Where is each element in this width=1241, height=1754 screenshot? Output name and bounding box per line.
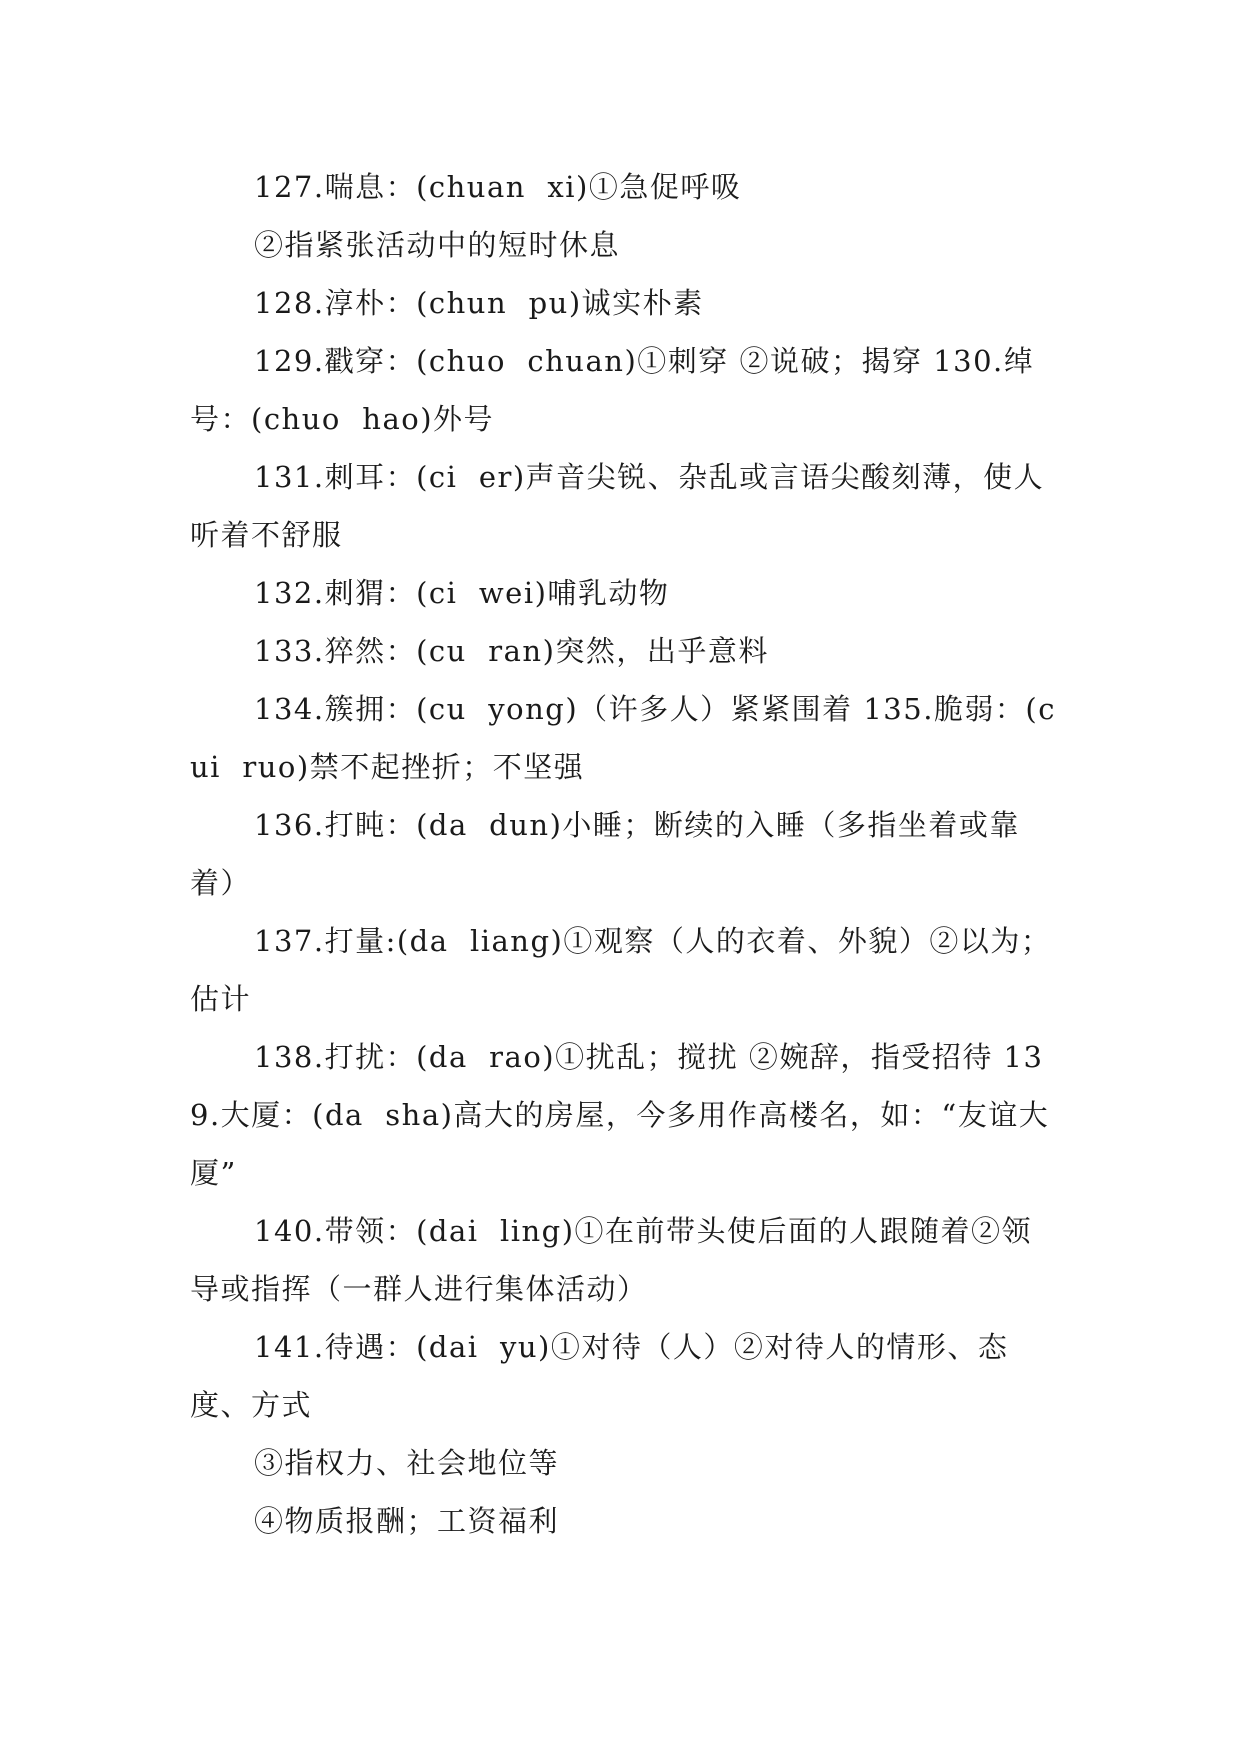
entry-140: 140.带领：(dai ling)①在前带头使后面的人跟随着②领导或指挥（一群人进行集体活动）	[190, 1214, 1033, 1306]
entry-137: 137.打量:(da liang)①观察（人的衣着、外貌）②以为；估计	[190, 924, 1052, 1016]
entry-129-130: 129.戳穿：(chuo chuan)①刺穿 ②说破；揭穿 130.绰号：(chuo hao)外号	[190, 344, 1035, 436]
entry-133: 133.猝然：(cu ran)突然，出乎意料	[254, 634, 769, 668]
entry-138-139: 138.打扰：(da rao)①扰乱；搅扰 ②婉辞，指受招待 139.大厦：(da sha)高大的房屋，今多用作高楼名，如：“友谊大厦”	[190, 1040, 1050, 1190]
entry-127-sense-2: ②指紧张活动中的短时休息	[254, 228, 621, 262]
entry-127: 127.喘息：(chuan xi)①急促呼吸	[254, 170, 742, 204]
document-body	[190, 158, 1060, 1550]
entry-131: 131.刺耳：(ci er)声音尖锐、杂乱或言语尖酸刻薄，使人听着不舒服	[190, 460, 1045, 552]
entry-136: 136.打盹：(da dun)小睡；断续的入睡（多指坐着或靠着）	[190, 808, 1020, 900]
entry-134-135: 134.簇拥：(cu yong)（许多人）紧紧围着 135.脆弱：(cui ruo)禁不起挫折；不坚强	[190, 692, 1056, 784]
entry-141-sense-3: ③指权力、社会地位等	[254, 1446, 560, 1480]
entry-128: 128.淳朴：(chun pu)诚实朴素	[254, 286, 704, 320]
entry-132: 132.刺猬：(ci wei)哺乳动物	[254, 576, 670, 610]
entry-141: 141.待遇：(dai yu)①对待（人）②对待人的情形、态度、方式	[190, 1330, 1009, 1422]
entry-141-sense-4: ④物质报酬；工资福利	[254, 1504, 560, 1538]
